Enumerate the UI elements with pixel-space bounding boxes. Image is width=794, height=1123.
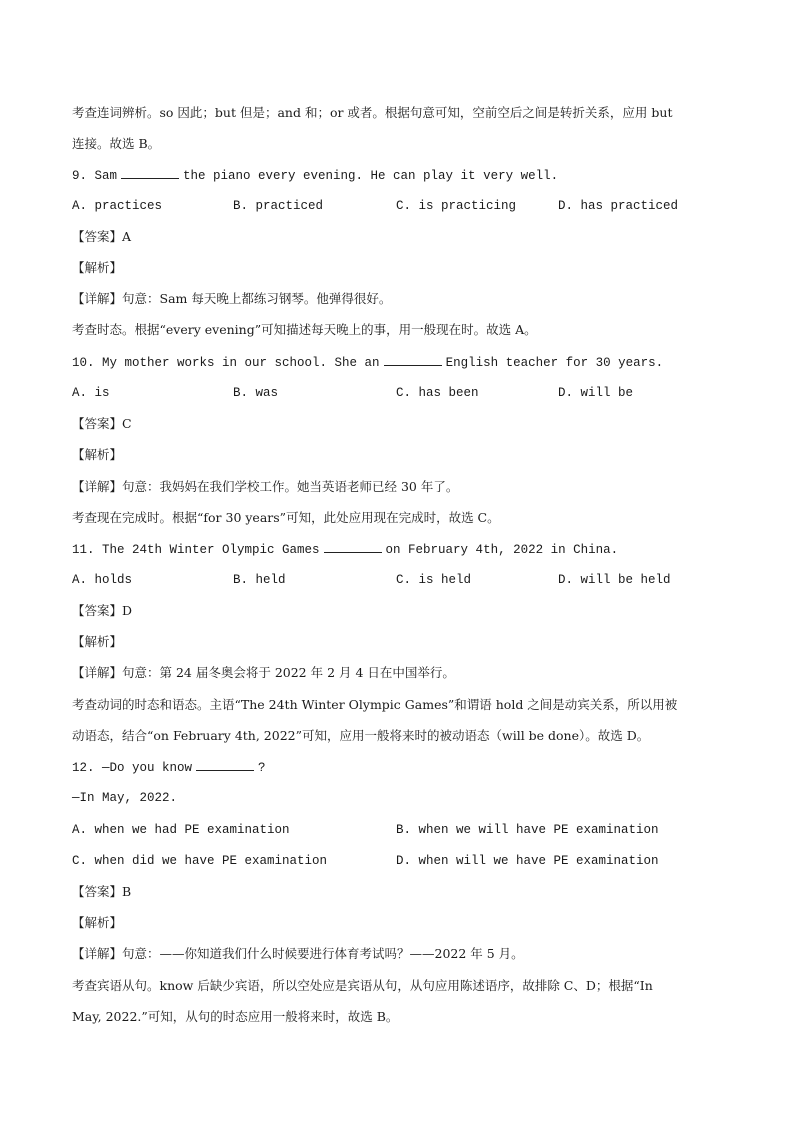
option-b: B. when we will have PE examination	[396, 823, 659, 837]
option-c: C. is practicing	[396, 199, 517, 213]
question-12-suffix: ?	[258, 761, 266, 775]
detail-text: 【详解】句意：我妈妈在我们学校工作。她当英语老师已经 30 年了。	[72, 479, 459, 494]
question-11-prefix: 11. The 24th Winter Olympic Games	[72, 543, 320, 557]
question-9-suffix: the piano every evening. He can play it very well.	[183, 169, 559, 183]
answer-blank	[196, 758, 254, 771]
answer-blank	[121, 166, 179, 179]
analysis-label: 【解析】	[72, 634, 123, 649]
answer-label: 【答案】A	[72, 229, 132, 244]
option-c: C. is held	[396, 573, 472, 587]
answer-label: 【答案】D	[72, 603, 133, 618]
explanation-text-cont: 动语态，结合“on February 4th, 2022”可知，应用一般将来时的被动语态（will be done）。故选 D。	[72, 728, 650, 743]
detail-text: 【详解】句意：第 24 届冬奥会将于 2022 年 2 月 4 日在中国举行。	[72, 665, 455, 680]
explanation-text: 考查动词的时态和语态。主语“The 24th Winter Olympic Games”和谓语 hold 之间是动宾关系，所以用被	[72, 697, 678, 712]
option-d: D. will be	[558, 386, 634, 400]
question-12	[72, 758, 722, 777]
answer-blank	[384, 353, 442, 366]
question-11-suffix: on February 4th, 2022 in China.	[385, 543, 619, 557]
explanation-text: 考查宾语从句。know 后缺少宾语，所以空处应是宾语从句，从句应用陈述语序，故排除 C、D；根据“In	[72, 978, 653, 993]
option-d: D. will be held	[558, 573, 671, 587]
question-9-prefix: 9. Sam	[72, 169, 118, 183]
option-a: A. when we had PE examination	[72, 823, 290, 837]
option-a: A. practices	[72, 199, 163, 213]
question-10-prefix: 10. My mother works in our school. She an	[72, 356, 380, 370]
option-d: D. has practiced	[558, 199, 679, 213]
question-11	[72, 540, 722, 559]
intro-line-2: 连接。故选 B。	[72, 136, 161, 151]
question-12-reply: —In May, 2022.	[72, 791, 178, 805]
question-10-suffix: English teacher for 30 years.	[445, 356, 664, 370]
explanation-text: 考查时态。根据“every evening”可知描述每天晚上的事，用一般现在时。故选 A。	[72, 322, 537, 337]
detail-text: 【详解】句意：——你知道我们什么时候要进行体育考试吗？——2022 年 5 月。	[72, 946, 524, 961]
answer-label: 【答案】C	[72, 416, 132, 431]
answer-label: 【答案】B	[72, 884, 132, 899]
question-12-prefix: 12. —Do you know	[72, 761, 193, 775]
option-c: C. when did we have PE examination	[72, 854, 328, 868]
option-a: A. holds	[72, 573, 133, 587]
option-d: D. when will we have PE examination	[396, 854, 659, 868]
question-9	[72, 166, 722, 185]
option-b: B. was	[233, 386, 279, 400]
analysis-label: 【解析】	[72, 260, 123, 275]
option-b: B. practiced	[233, 199, 324, 213]
question-10	[72, 353, 722, 372]
analysis-label: 【解析】	[72, 447, 123, 462]
explanation-text: 考查现在完成时。根据“for 30 years”可知，此处应用现在完成时，故选 C。	[72, 510, 500, 525]
analysis-label: 【解析】	[72, 915, 123, 930]
option-b: B. held	[233, 573, 286, 587]
option-c: C. has been	[396, 386, 479, 400]
option-a: A. is	[72, 386, 110, 400]
answer-blank	[324, 540, 382, 553]
explanation-text-cont: May, 2022.”可知，从句的时态应用一般将来时，故选 B。	[72, 1009, 399, 1024]
intro-line-1: 考查连词辨析。so 因此；but 但是；and 和；or 或者。根据句意可知，空前空后之间是转折关系，应用 but	[72, 105, 673, 120]
detail-text: 【详解】句意：Sam 每天晚上都练习钢琴。他弹得很好。	[72, 291, 392, 306]
